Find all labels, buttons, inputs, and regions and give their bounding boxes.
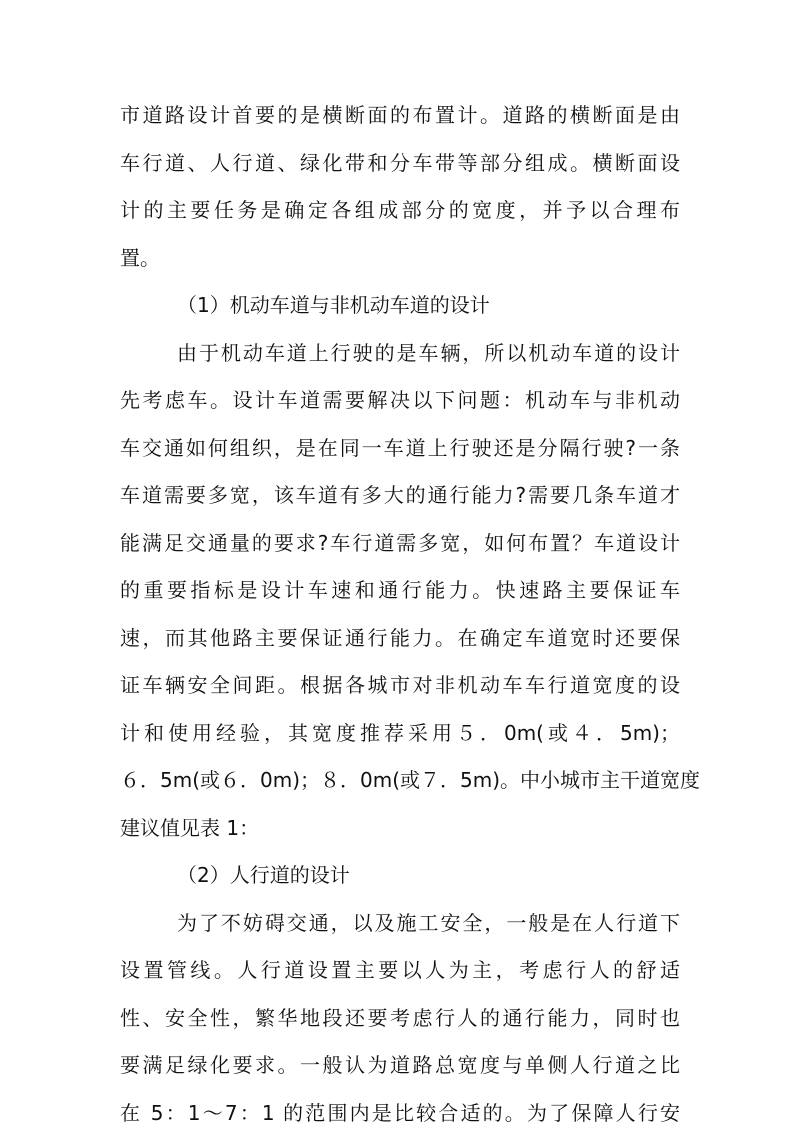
text-line: ６．5m(或６．0m)；８．0m(或７．5m)。中小城市主干道宽度 [120, 757, 680, 805]
section-heading: （1）机动车道与非机动车道的设计 [120, 282, 680, 330]
text-line: 性、安全性，繁华地段还要考虑行人的通行能力，同时也 [120, 995, 680, 1043]
text-line: 计和使用经验，其宽度推荐采用５．0m(或４．5m)； [120, 710, 680, 758]
body-text [120, 92, 680, 1137]
text-line: 要满足绿化要求。一般认为道路总宽度与单侧人行道之比 [120, 1042, 680, 1090]
text-line: 证车辆安全间距。根据各城市对非机动车车行道宽度的设 [120, 662, 680, 710]
text-line: 的重要指标是设计车速和通行能力。快速路主要保证车 [120, 567, 680, 615]
text-line: 车行道、人行道、绿化带和分车带等部分组成。横断面设 [120, 140, 680, 188]
text-line: 能满足交通量的要求?车行道需多宽，如何布置？车道设计 [120, 520, 680, 568]
text-line: 车交通如何组织，是在同一车道上行驶还是分隔行驶?一条 [120, 425, 680, 473]
text-line: 建议值见表 1： [120, 805, 680, 853]
text-line: 计的主要任务是确定各组成部分的宽度，并予以合理布 [120, 187, 680, 235]
text-line: 车道需要多宽，该车道有多大的通行能力?需要几条车道才 [120, 472, 680, 520]
text-line: 为了不妨碍交通，以及施工安全，一般是在人行道下 [120, 900, 680, 948]
text-line: 置。 [120, 235, 680, 283]
section-heading: （2）人行道的设计 [120, 852, 680, 900]
text-line: 市道路设计首要的是横断面的布置计。道路的横断面是由 [120, 92, 680, 140]
text-line: 先考虑车。设计车道需要解决以下问题：机动车与非机动 [120, 377, 680, 425]
text-line: 由于机动车道上行驶的是车辆，所以机动车道的设计 [120, 330, 680, 378]
text-line: 速，而其他路主要保证通行能力。在确定车道宽时还要保 [120, 615, 680, 663]
text-line: 设置管线。人行道设置主要以人为主，考虑行人的舒适 [120, 947, 680, 995]
text-line: 在 5：1～7：1 的范围内是比较合适的。为了保障人行安 [120, 1090, 680, 1137]
